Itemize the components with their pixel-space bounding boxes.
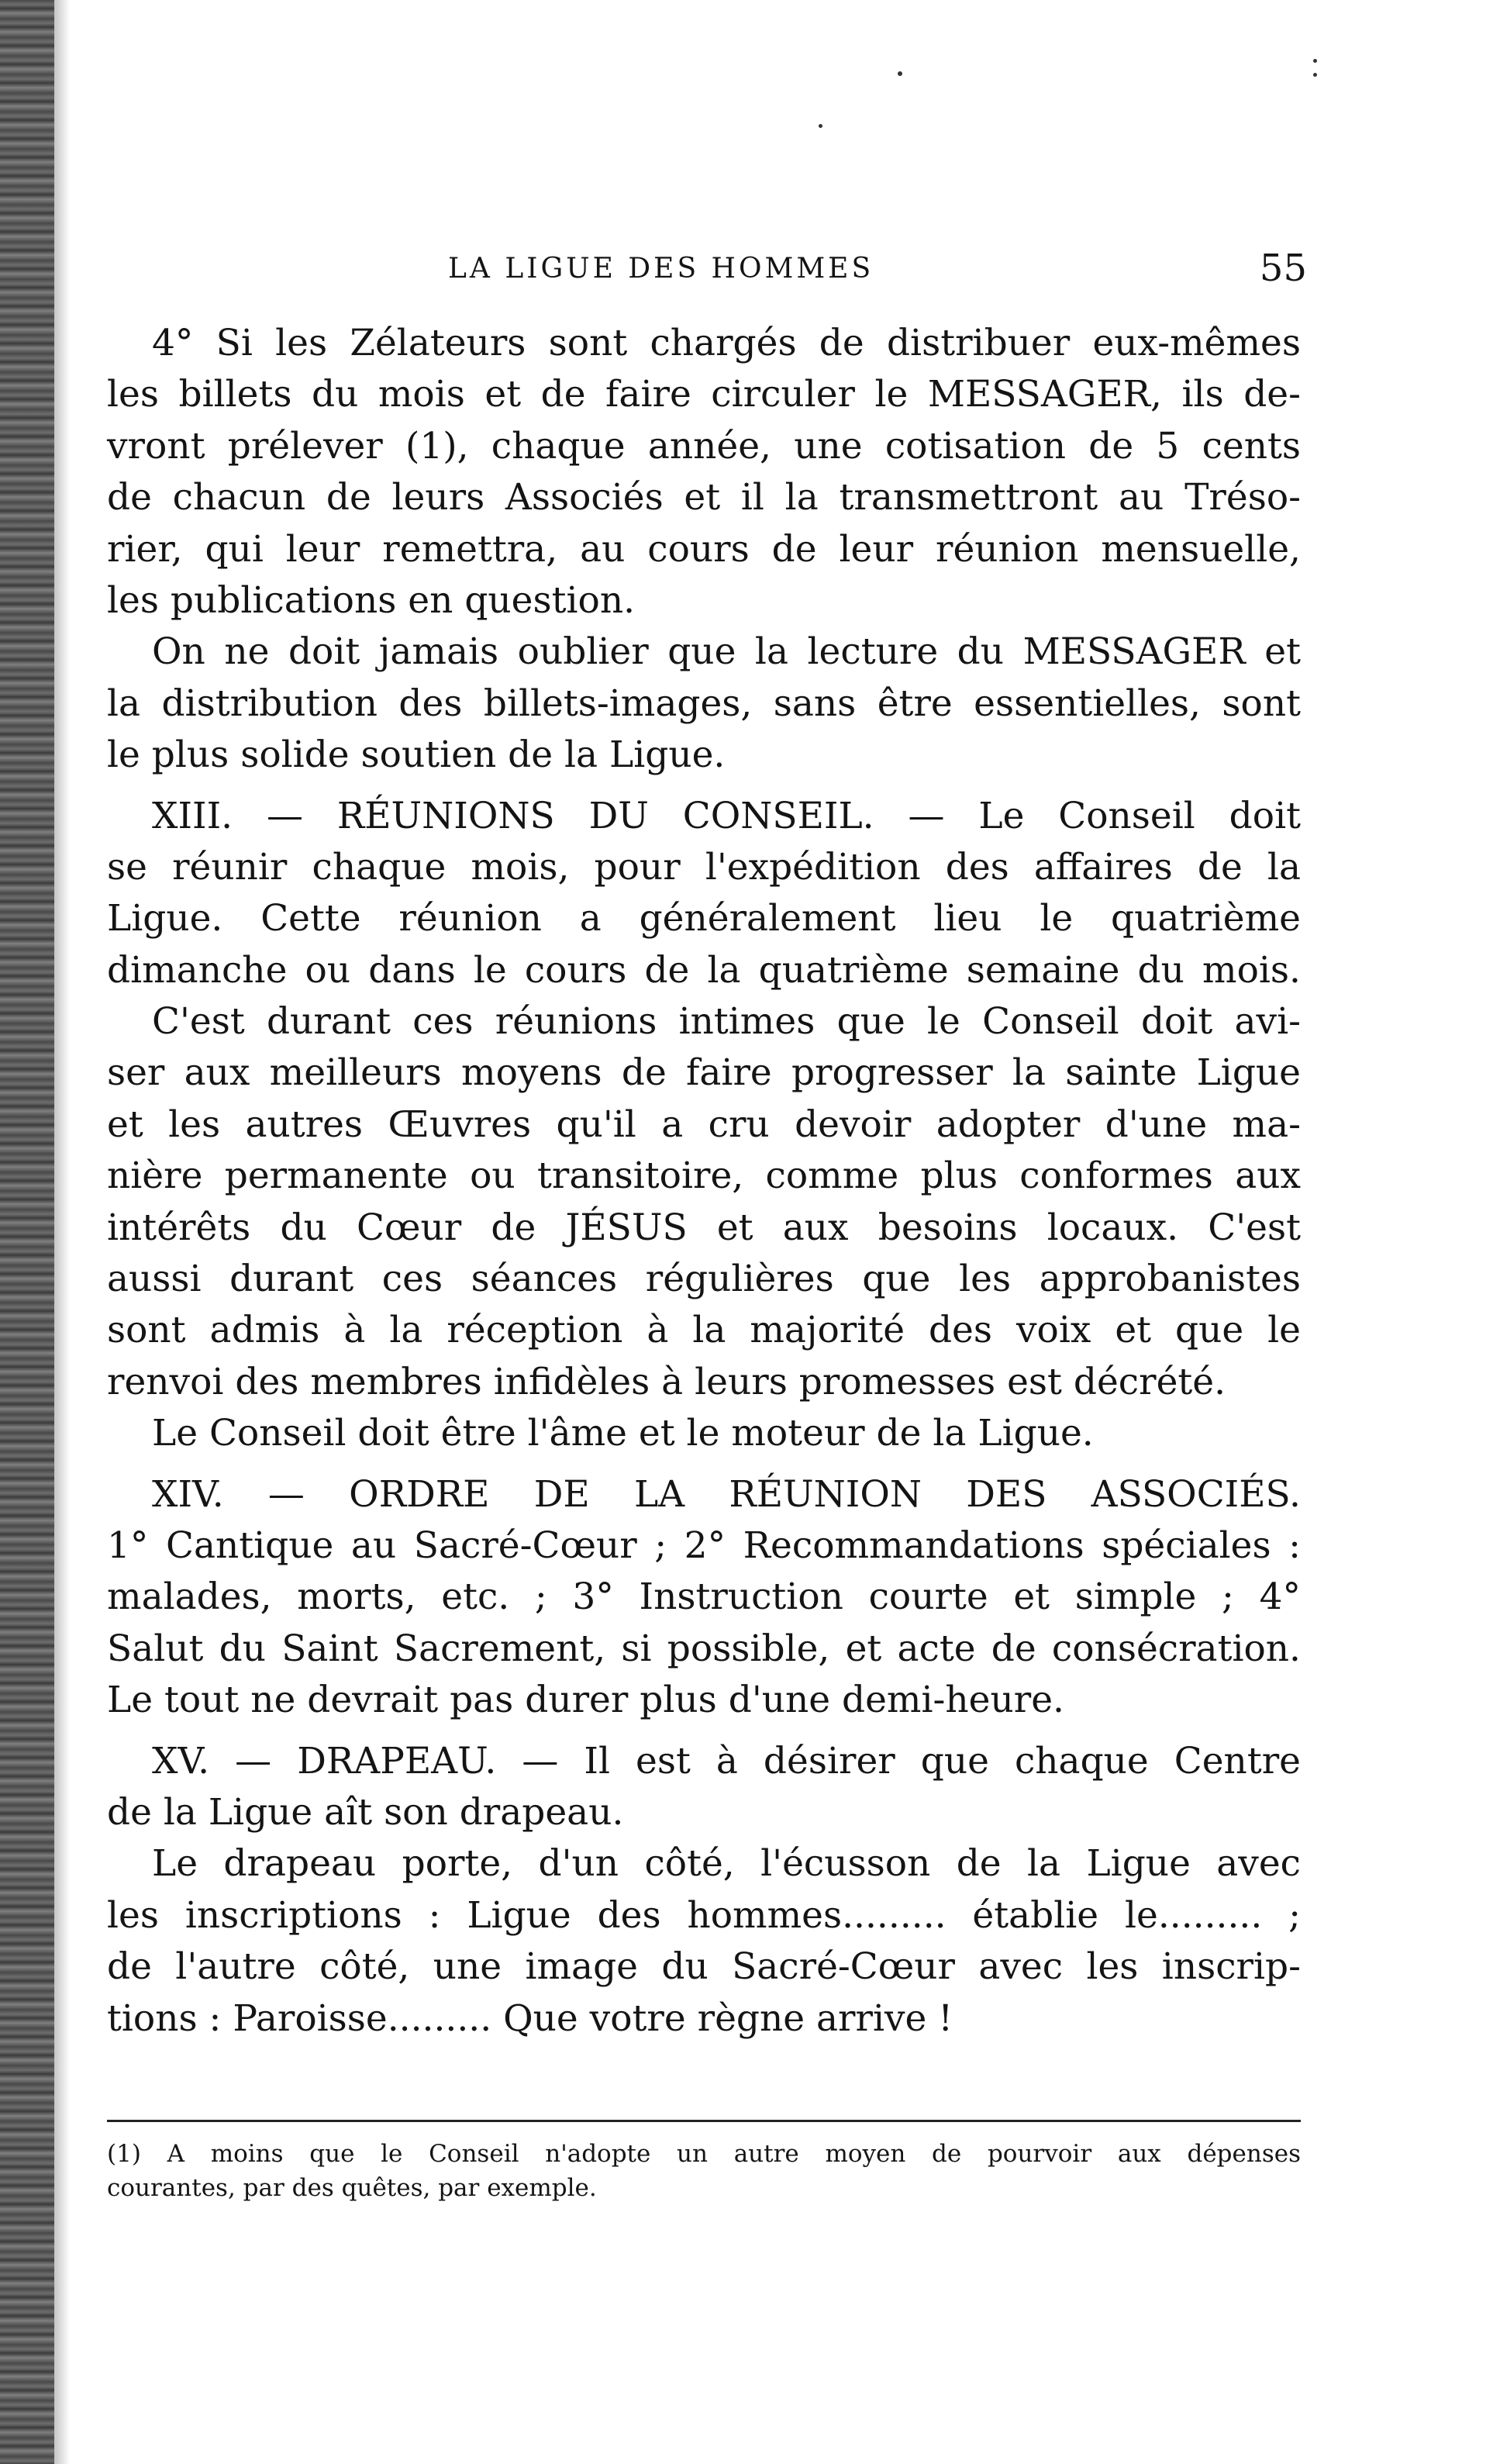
body-text — [107, 318, 1301, 2045]
text-line: vront prélever (1), chaque année, une cotisation de 5 cents — [107, 424, 1301, 468]
footnote-line: (1) A moins que le Conseil n'adopte un autre moyen de pourvoir aux dépenses — [107, 2140, 1301, 2168]
text-line: C'est durant ces réunions intimes que le Conseil doit avi- — [152, 1000, 1301, 1044]
text-line: Le Conseil doit être l'âme et le moteur de la Ligue. — [152, 1412, 1094, 1455]
text-line: se réunir chaque mois, pour l'expédition des affaires de la — [107, 845, 1301, 889]
text-line: et les autres Œuvres qu'il a cru devoir adopter d'une ma- — [107, 1103, 1301, 1146]
paragraph-zelateurs — [107, 318, 1301, 626]
text-line: le plus solide soutien de la Ligue. — [107, 733, 726, 777]
print-speck — [819, 124, 822, 128]
text-line: de l'autre côté, une image du Sacré-Cœur avec les inscrip- — [107, 1945, 1301, 1989]
paragraph-drapeau-inscriptions — [107, 1838, 1301, 2045]
page-binding-edge — [0, 0, 54, 2464]
text-line: rier, qui leur remettra, au cours de leur réunion mensuelle, — [107, 527, 1301, 571]
text-line: Ligue. Cette réunion a généralement lieu le quatrième — [107, 897, 1301, 940]
footnote-line: courantes, par des quêtes, par exemple. — [107, 2174, 597, 2202]
text-line: ser aux meilleurs moyens de faire progresser la sainte Ligue — [107, 1051, 1301, 1095]
text-line: 1° Cantique au Sacré-Cœur ; 2° Recommandations spéciales : — [107, 1524, 1301, 1567]
page-number: 55 — [1259, 247, 1307, 290]
running-title: LA LIGUE DES HOMMES — [448, 253, 874, 285]
text-line: XIII. — RÉUNIONS DU CONSEIL. — Le Conseil doit — [152, 794, 1301, 837]
text-line: Le drapeau porte, d'un côté, l'écusson de la Ligue avec — [152, 1842, 1301, 1886]
text-line: Le tout ne devrait pas durer plus d'une demi-heure. — [107, 1679, 1064, 1722]
text-line: XIV. — ORDRE DE LA RÉUNION DES ASSOCIÉS. — [152, 1472, 1301, 1516]
text-line: renvoi des membres infidèles à leurs promesses est décrété. — [107, 1360, 1226, 1403]
text-line: les billets du mois et de faire circuler le MESSAGER, ils de- — [107, 373, 1301, 416]
text-line: de la Ligue aît son drapeau. — [107, 1790, 624, 1834]
text-line: Salut du Saint Sacrement, si possible, et acte de consécration. — [107, 1627, 1301, 1670]
section-xv-drapeau — [107, 1736, 1301, 1839]
text-line: la distribution des billets-images, sans être essentielles, sont — [107, 682, 1301, 725]
running-head — [107, 247, 1307, 295]
footnote-rule — [107, 2120, 1301, 2122]
text-line: sont admis à la réception à la majorité des voix et que le — [107, 1309, 1301, 1352]
print-speck — [1313, 73, 1317, 77]
paragraph-ame-et-moteur — [107, 1408, 1301, 1459]
section-xiii-reunions-du-conseil — [107, 791, 1301, 997]
text-line: intérêts du Cœur de JÉSUS et aux besoins locaux. C'est — [107, 1206, 1301, 1249]
text-line: XV. — DRAPEAU. — Il est à désirer que chaque Centre — [152, 1739, 1301, 1782]
text-line: de chacun de leurs Associés et il la transmettront au Tréso- — [107, 476, 1301, 519]
text-line: aussi durant ces séances régulières que les approbanistes — [107, 1258, 1301, 1301]
text-line: tions : Paroisse......... Que votre règne arrive ! — [107, 1996, 953, 2040]
paragraph-messager — [107, 626, 1301, 781]
print-speck — [898, 71, 902, 76]
text-line: malades, morts, etc. ; 3° Instruction courte et simple ; 4° — [107, 1575, 1301, 1619]
text-line: nière permanente ou transitoire, comme plus conformes aux — [107, 1154, 1301, 1198]
text-line: 4° Si les Zélateurs sont chargés de distribuer eux-mêmes — [152, 322, 1301, 364]
paragraph-reunions-intimes — [107, 996, 1301, 1408]
footnote — [107, 2137, 1301, 2205]
text-line: les inscriptions : Ligue des hommes......... établie le......... ; — [107, 1893, 1301, 1937]
print-speck — [1313, 59, 1317, 63]
text-line: On ne doit jamais oublier que la lecture du MESSAGER et — [152, 630, 1301, 674]
text-line: les publications en question. — [107, 578, 636, 622]
section-xiv-ordre-de-la-reunion — [107, 1469, 1301, 1727]
text-line: dimanche ou dans le cours de la quatrième semaine du mois. — [107, 948, 1301, 992]
